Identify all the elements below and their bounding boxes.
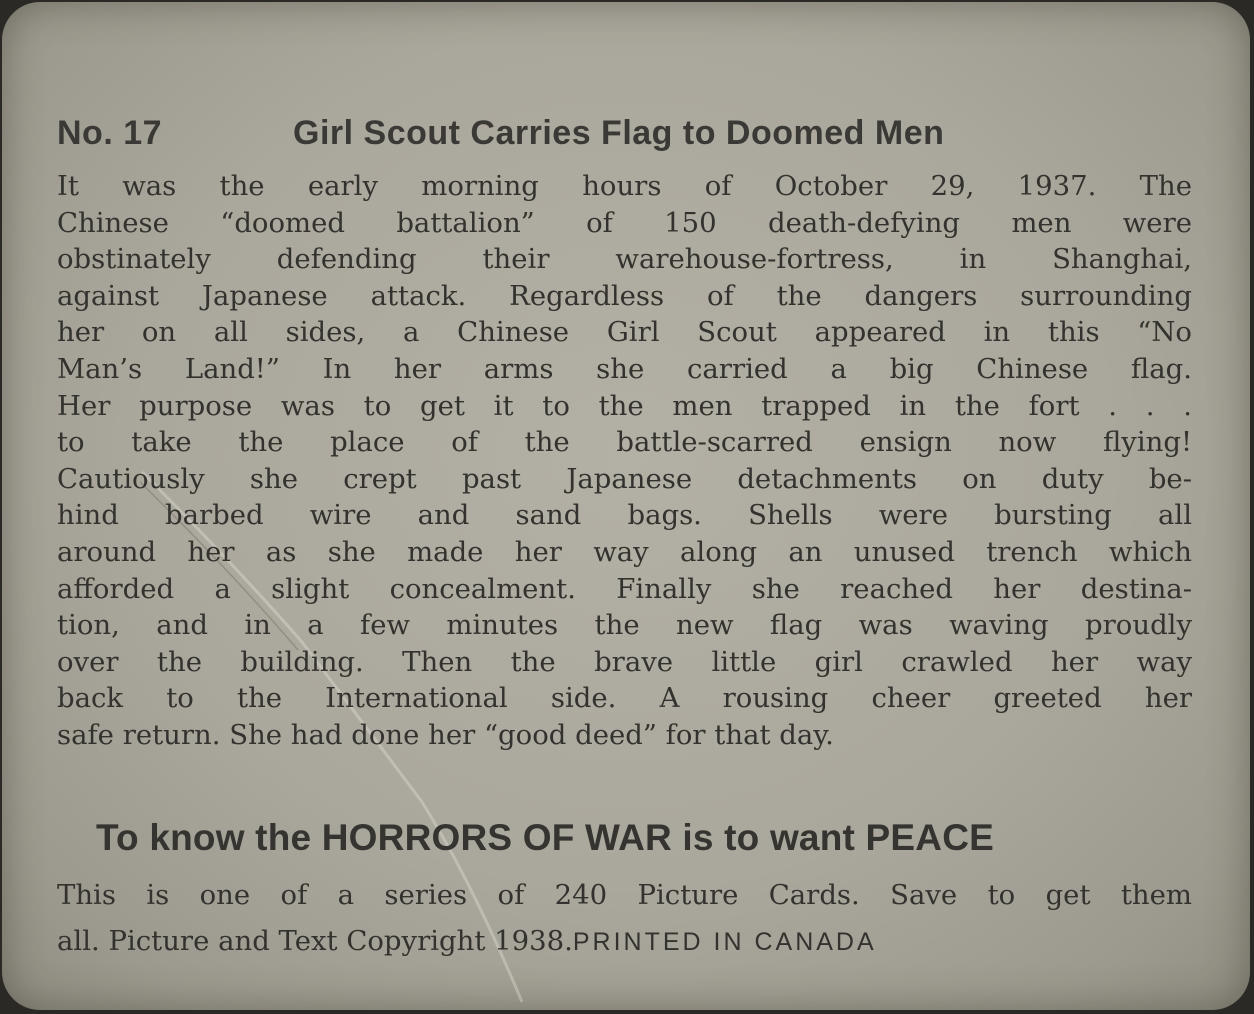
story-line: hind barbed wire and sand bags. Shells were bursting all: [57, 499, 1192, 532]
story-line: her on all sides, a Chinese Girl Scout appeared in this “No: [57, 316, 1192, 349]
story-line: obstinately defending their warehouse-fortress, in Shanghai,: [57, 243, 1192, 276]
story-line: Cautiously she crept past Japanese detachments on duty be-: [57, 462, 1192, 495]
story-text: [57, 168, 1192, 754]
story-line: to take the place of the battle-scarred ensign now flying!: [57, 426, 1192, 459]
story-line: around her as she made her way along an unused trench which: [57, 535, 1192, 568]
story-line: Man’s Land!” In her arms she carried a big Chinese flag.: [57, 352, 1192, 385]
story-line: against Japanese attack. Regardless of the dangers surrounding: [57, 279, 1192, 312]
card-title: Girl Scout Carries Flag to Doomed Men: [293, 114, 945, 152]
series-footer: [57, 872, 1192, 964]
story-line: Chinese “doomed battalion” of 150 death-defying men were: [57, 206, 1192, 239]
story-line: afforded a slight concealment. Finally she reached her destina-: [57, 572, 1192, 605]
story-line: over the building. Then the brave little girl crawled her way: [57, 645, 1192, 678]
story-line: tion, and in a few minutes the new flag was waving proudly: [57, 609, 1192, 642]
series-note: This is one of a series of 240 Picture Cards. Save to get them: [57, 879, 1192, 911]
story-line: It was the early morning hours of October 29, 1937. The: [57, 170, 1192, 202]
story-line: safe return. She had done her “good deed” for that day.: [57, 718, 834, 751]
printed-in-canada: PRINTED IN CANADA: [572, 928, 877, 956]
card-header: [57, 114, 1187, 160]
story-line: Her purpose was to get it to the men trapped in the fort . . .: [57, 389, 1192, 422]
card-number: No. 17: [57, 114, 163, 152]
copyright-note: all. Picture and Text Copyright 1938.: [57, 925, 573, 957]
trading-card-back: [2, 2, 1250, 1010]
story-line: back to the International side. A rousing cheer greeted her: [57, 682, 1192, 715]
copyright-line: [57, 918, 1192, 964]
peace-slogan: To know the HORRORS OF WAR is to want PEACE: [96, 817, 994, 858]
